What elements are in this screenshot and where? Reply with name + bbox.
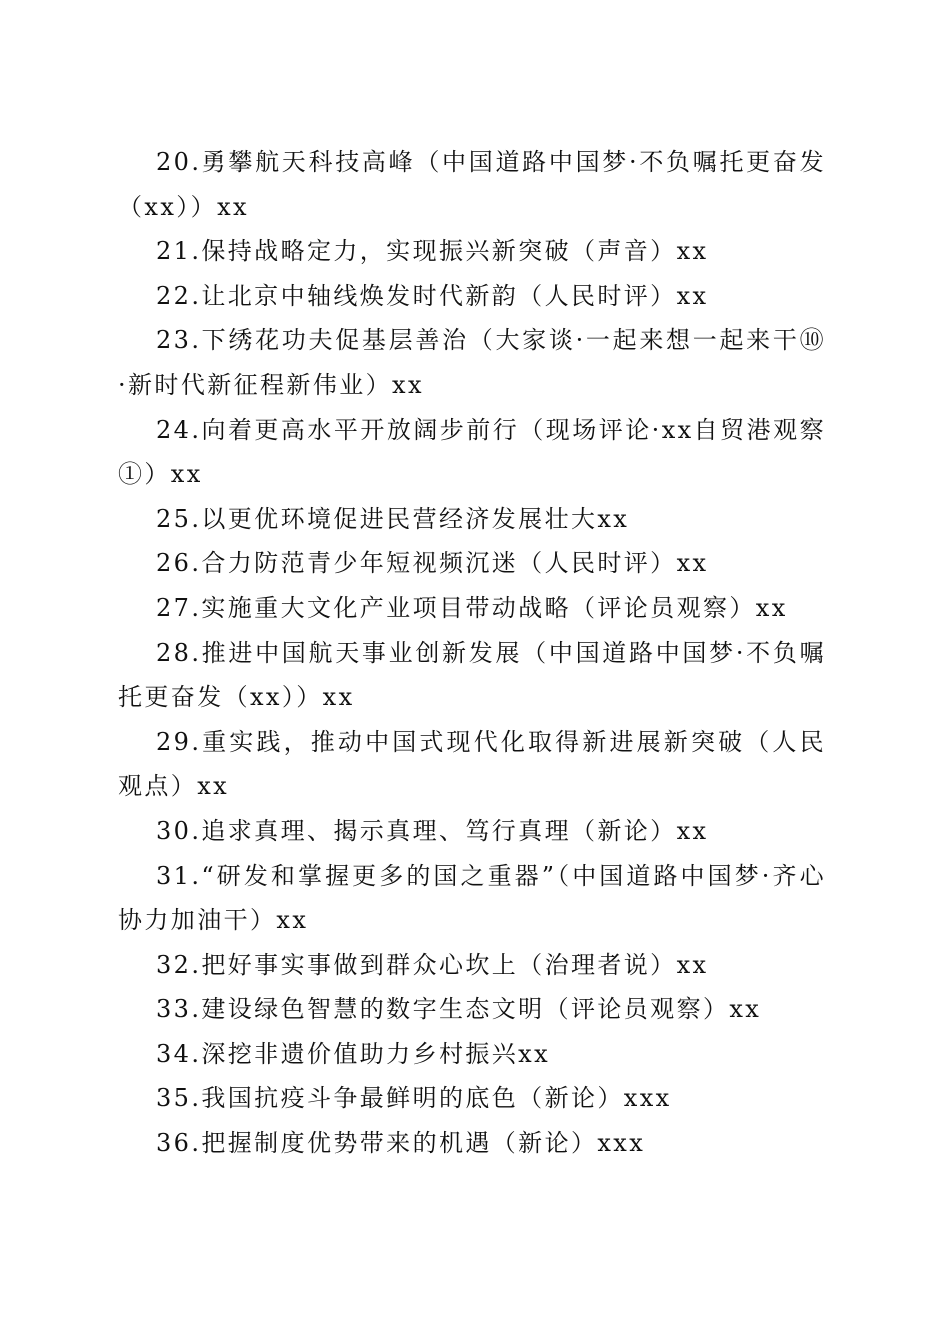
item-text: 让北京中轴线焕发时代新韵（人民时评）xx — [201, 281, 709, 310]
item-number: 26. — [156, 549, 202, 578]
list-item — [118, 943, 826, 988]
list-item — [118, 809, 826, 854]
item-text: 把好事实事做到群众心坎上（治理者说）xx — [201, 950, 709, 979]
item-number: 24. — [156, 415, 202, 444]
item-number: 22. — [156, 281, 202, 310]
item-number: 34. — [156, 1039, 202, 1068]
item-text: 建设绿色智慧的数字生态文明（评论员观察）xx — [201, 995, 762, 1024]
list-item — [118, 408, 826, 497]
item-text: 重实践，推动中国式现代化取得新进展新突破（人民观点）xx — [118, 727, 826, 801]
article-list — [118, 140, 826, 1166]
item-number: 32. — [156, 950, 202, 979]
list-item — [118, 631, 826, 720]
item-text: 合力防范青少年短视频沉迷（人民时评）xx — [201, 549, 709, 578]
item-number: 29. — [156, 727, 202, 756]
list-item — [118, 229, 826, 274]
item-number: 33. — [156, 995, 202, 1024]
list-item — [118, 274, 826, 319]
item-text: 深挖非遗价值助力乡村振兴xx — [201, 1039, 551, 1068]
item-number: 30. — [156, 816, 202, 845]
item-text: 推进中国航天事业创新发展（中国道路中国梦·不负嘱托更奋发（xx））xx — [118, 638, 826, 712]
list-item — [118, 854, 826, 943]
item-number: 36. — [156, 1129, 202, 1158]
item-text: 保持战略定力，实现振兴新突破（声音）xx — [201, 237, 709, 266]
item-number: 31. — [156, 861, 202, 890]
item-number: 23. — [156, 326, 202, 355]
item-number: 27. — [156, 593, 202, 622]
item-number: 20. — [156, 148, 202, 176]
list-item — [118, 586, 826, 631]
item-text: 把握制度优势带来的机遇（新论）xxx — [201, 1129, 646, 1158]
item-number: 21. — [156, 237, 202, 266]
item-text: 下绣花功夫促基层善治（大家谈·一起来想一起来干⑩·新时代新征程新伟业）xx — [118, 326, 826, 399]
list-item — [118, 1076, 826, 1121]
item-text: 勇攀航天科技高峰（中国道路中国梦·不负嘱托更奋发（xx））xx — [118, 148, 826, 221]
list-item — [118, 1121, 826, 1166]
item-text: 向着更高水平开放阔步前行（现场评论·xx自贸港观察①）xx — [118, 415, 826, 489]
item-text: 追求真理、揭示真理、笃行真理（新论）xx — [201, 816, 709, 845]
item-number: 28. — [156, 638, 202, 667]
list-item — [118, 720, 826, 809]
item-number: 35. — [156, 1084, 202, 1113]
item-text: 我国抗疫斗争最鲜明的底色（新论）xxx — [201, 1084, 672, 1113]
item-text: “研发和掌握更多的国之重器”（中国道路中国梦·齐心协力加油干）xx — [118, 861, 826, 935]
item-number: 25. — [156, 504, 202, 533]
list-item — [118, 318, 826, 407]
list-item — [118, 541, 826, 586]
list-item — [118, 140, 826, 229]
item-text: 以更优环境促进民营经济发展壮大xx — [201, 504, 630, 533]
list-item — [118, 497, 826, 542]
item-text: 实施重大文化产业项目带动战略（评论员观察）xx — [201, 593, 788, 622]
list-item — [118, 1032, 826, 1077]
list-item — [118, 987, 826, 1032]
